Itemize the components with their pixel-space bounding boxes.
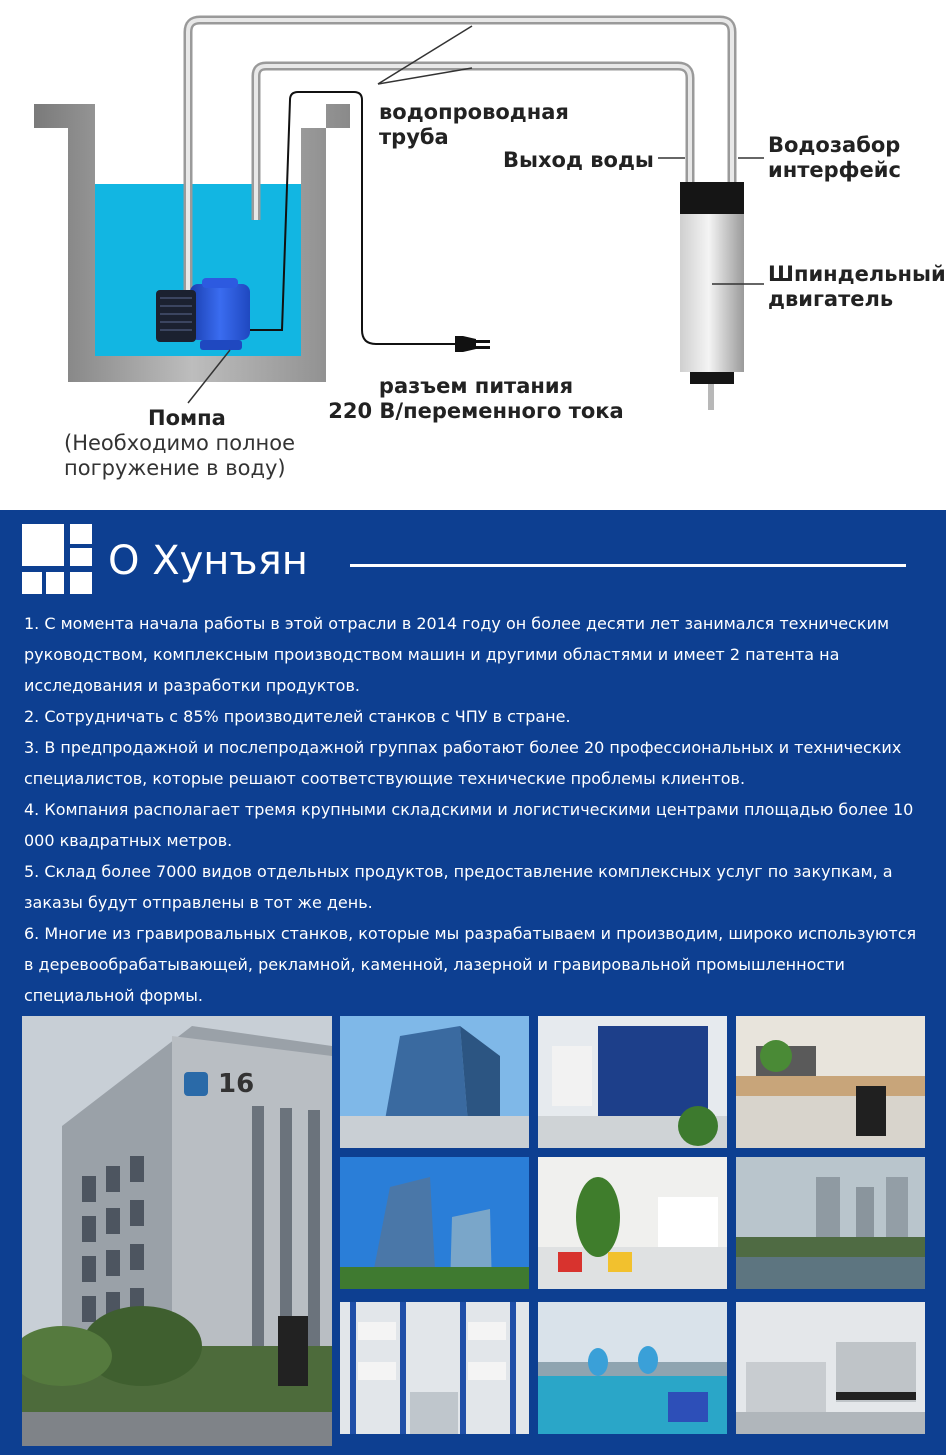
- label-water-pipe: водопроводная труба: [379, 100, 569, 149]
- power-plug-icon: [455, 336, 490, 352]
- photo-office-desks: [736, 1016, 925, 1148]
- building-number: 16: [218, 1069, 255, 1099]
- photo-assembly-line: [538, 1302, 727, 1434]
- photo-lounge: [538, 1157, 727, 1289]
- about-paragraph-1: 1. С момента начала работы в этой отрасли в 2014 году он более десяти лет занимался техническим руководством, комплексным производством машин и другими областями и имеет 2 патента на исследования и разработки продуктов.: [24, 614, 890, 695]
- about-title: О Хунъян: [108, 538, 308, 584]
- about-paragraph-3: 3. В предпродажной и послепродажной группах работают более 20 профессиональных и технических специалистов, которые решают соответствующие технические проблемы клиентов.: [24, 738, 902, 788]
- about-paragraph-5: 5. Склад более 7000 видов отдельных продуктов, предоставление комплексных услуг по закупкам, а заказы будут отправлены в тот же день.: [24, 862, 893, 912]
- label-water-outlet: Выход воды: [503, 148, 654, 172]
- label-pump-title: Помпа: [148, 406, 226, 430]
- about-section: [0, 510, 946, 1455]
- label-water-intake: Водозабор интерфейс: [768, 133, 901, 182]
- about-paragraph-2: 2. Сотрудничать с 85% производителей станков с ЧПУ в стране.: [24, 707, 571, 726]
- photo-reception: [538, 1016, 727, 1148]
- company-logo-icon: [22, 524, 94, 596]
- photo-towers-sky: [340, 1157, 529, 1289]
- label-pump-note: (Необходимо полное погружение в воду): [64, 431, 296, 480]
- spindle-motor-icon: [680, 182, 744, 410]
- photo-machine-workshop: [736, 1302, 925, 1434]
- photo-city-river: [736, 1157, 925, 1289]
- cooling-diagram: [0, 0, 946, 510]
- label-power-plug: разъем питания 220 В/переменного тока: [328, 374, 624, 423]
- about-paragraph-4: 4. Компания располагает тремя крупными складскими и логистическими центрами площадью более 10 000 квадратных метров.: [24, 800, 914, 850]
- about-text: [24, 608, 929, 1011]
- about-paragraph-6: 6. Многие из гравировальных станков, которые мы разрабатываем и производим, широко используются в деревообрабатывающей, рекламной, каменной, лазерной и гравировальной промышленности специальной формы.: [24, 924, 917, 1005]
- photo-office-tower: [340, 1016, 529, 1148]
- title-divider: [350, 564, 906, 567]
- photo-company-building: [22, 1016, 332, 1446]
- label-spindle-motor: Шпиндельный двигатель: [768, 262, 946, 311]
- photo-warehouse: [340, 1302, 529, 1434]
